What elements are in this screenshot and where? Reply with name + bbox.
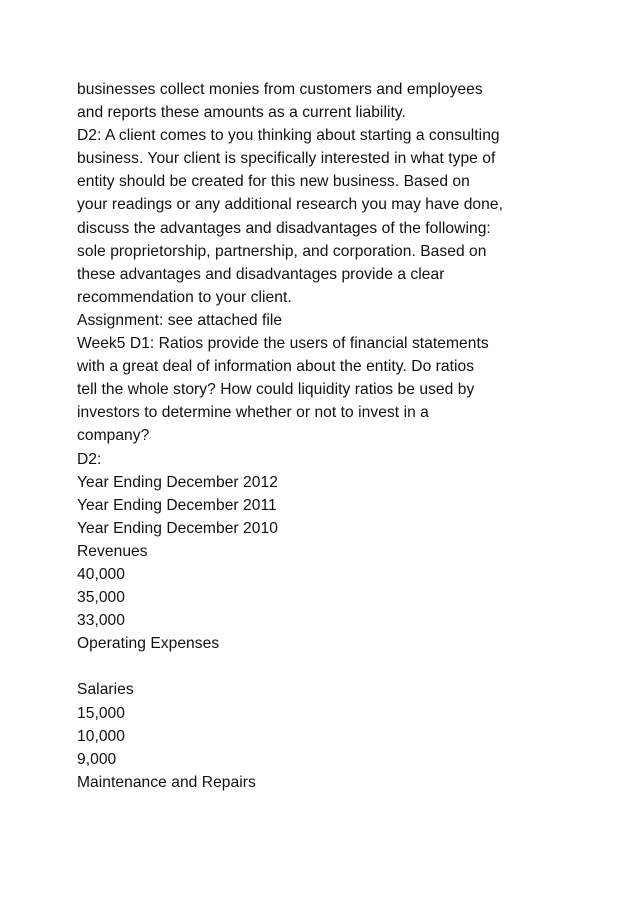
text-line: Week5 D1: Ratios provide the users of financial statements xyxy=(77,335,489,353)
text-line: Revenues xyxy=(77,542,148,560)
text-line: 35,000 xyxy=(77,589,125,607)
text-line: these advantages and disadvantages provide a clear xyxy=(77,265,445,283)
text-line: tell the whole story? How could liquidity ratios be used by xyxy=(77,381,475,399)
text-line: Salaries xyxy=(77,681,134,699)
text-line: 40,000 xyxy=(77,565,125,583)
text-line: discuss the advantages and disadvantages of the following: xyxy=(77,219,491,237)
text-line: company? xyxy=(77,427,150,445)
text-line: Maintenance and Repairs xyxy=(77,773,256,791)
text-line: recommendation to your client. xyxy=(77,288,292,306)
text-line: and reports these amounts as a current liability. xyxy=(77,104,406,122)
text-line: Year Ending December 2011 xyxy=(77,496,277,514)
text-line: D2: A client comes to you thinking about starting a consulting xyxy=(77,127,500,145)
text-line: entity should be created for this new business. Based on xyxy=(77,173,470,191)
text-line: 33,000 xyxy=(77,612,125,630)
text-line: sole proprietorship, partnership, and corporation. Based on xyxy=(77,242,487,260)
text-line: businesses collect monies from customers and employees xyxy=(77,81,483,98)
text-line: investors to determine whether or not to invest in a xyxy=(77,404,429,422)
text-line: D2: xyxy=(77,450,102,468)
text-line: business. Your client is specifically interested in what type of xyxy=(77,150,496,168)
document-body xyxy=(77,78,577,794)
text-line: 9,000 xyxy=(77,750,117,768)
text-line: your readings or any additional research you may have done, xyxy=(77,196,503,214)
text-line: 15,000 xyxy=(77,704,125,722)
text-line: Year Ending December 2012 xyxy=(77,473,278,491)
text-line: 10,000 xyxy=(77,727,125,745)
text-line: with a great deal of information about the entity. Do ratios xyxy=(77,358,475,376)
text-line: Operating Expenses xyxy=(77,635,220,653)
text-line: Year Ending December 2010 xyxy=(77,519,278,537)
text-line: Assignment: see attached file xyxy=(77,311,283,329)
blank-line xyxy=(77,655,577,678)
